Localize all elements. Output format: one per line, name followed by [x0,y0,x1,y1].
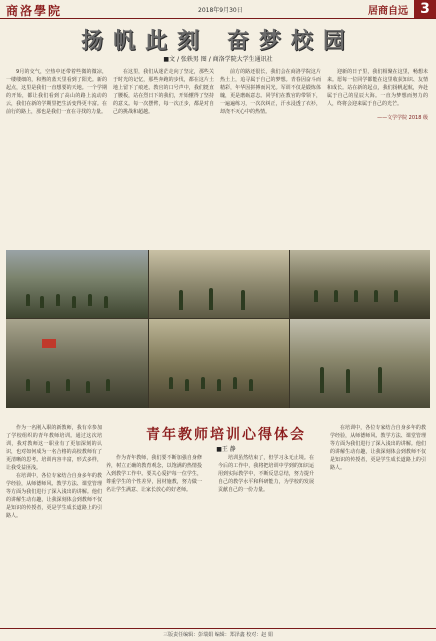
text-column [218,454,314,628]
paragraph: 作为一名刚入职的新教师，我有幸参加了学校组织的青年教师培训。通过这次培训，我对教师这一职业有了更加深刻的认识，也对如何成为一名合格的高校教师有了更清晰的思考。培训内容丰富，形式多样，让我受益匪浅。 [6,425,102,471]
military-training-photo [290,250,430,318]
paragraph: 作为青年教师，我们要不断加强自身修养，树立正确的教育观念，以饱满的热情投入到教学工作中。要关心爱护每一位学生，尊重学生的个性差异，因材施教，努力做一名让学生满意、让家长放心的好老师。 [106,455,202,493]
section-title: 居商自远 [368,6,408,17]
paragraph: 在培训中，各位专家结合自身多年的教学经验，从师德师风、教学方法、课堂管理等方面为我们进行了深入浅出的讲解。他们的讲解生动有趣，让我深刻体会到教师不仅是知识的传授者，更是学生成长道路上的引路人。 [330,425,426,471]
military-training-photo [149,319,289,408]
military-training-photo [149,250,289,318]
poem-signature: ——文学学院 2018 级 [377,115,428,121]
article-title: 青年教师培训心得体会 [146,427,306,443]
paragraph: 迎新的日子里，我们相聚在这里，畅想未来。愿每一位同学都能在这里收获知识、友情和成长。站在新的起点，我们扬帆起航，奔赴属于自己的星辰大海。一直为梦想而努力的人，终将会迎来属于自己的光芒。 [327,69,428,107]
page-number: 3 [414,0,436,18]
paragraph: 9月的交气，空热中还带着些微的微凉，一缕缕细的，和煦的蓝天里看到了阳光。新的起点，这里是我们一直想要的天地。一个学期的开始，都让我们看到了高山的路上流动的云，我们在新的学期里把生活变得更丰富。在前行的路上，那也是我们一直在寻找的力量。 [6,69,107,115]
paragraph: 前方的路还很长，我们会在商洛学院这片热土上，追寻属于自己的梦想。青春因奋斗而精彩，年华因拼搏而闪光。军训不仅是锻炼体魄，更是磨砺意志。同学们在教官的带领下，一遍遍练习，一次次纠正，汗水浸透了衣衫，却浇不灭心中的热情。 [220,69,321,115]
military-training-photo [290,319,430,408]
article-title: 扬帆此刻 奋梦校园 [81,28,355,54]
teacher-training-article [0,412,436,640]
military-training-photo [6,319,148,408]
page-footer: 三版责任编辑：彭瑞娟 编辑：郑泽鑫 校对：赵 娟 [0,628,436,641]
photo-collage [6,250,430,408]
text-column [106,454,202,628]
masthead [0,0,436,19]
paper-name: 商洛學院 [6,4,63,18]
article-author: ■王 静 [216,446,236,453]
paragraph: 在这里，我们从迷茫走向了坚定，那些关于时光的记忆，那些奔跑的步伐，都在这片土地上留下了痕迹。教官的口号声中，我们挺直了腰板，站在烈日下的我们，开始懂得了坚持的意义。每一次摆臂，每一次正步，都是对自己的挑战和超越。 [113,69,214,115]
issue-date: 2018年9月30日 [198,7,243,14]
military-training-photo [6,250,148,318]
article-byline: ■文 / 张轶男 图 / 商洛学院大学生通讯社 [163,56,273,63]
text-column [330,424,426,628]
article-banner [30,24,406,63]
paragraph: 在培训中，各位专家结合自身多年的教学经验，从师德师风、教学方法、课堂管理等方面为我们进行了深入浅出的讲解。他们的讲解生动有趣，让我深刻体会到教师不仅是知识的传授者，更是学生成长道路上的引路人。 [6,473,102,519]
paragraph: 培训虽然结束了，但学习永无止境。在今后的工作中，我将把培训中学到的知识运用到实际教学中，不断反思总结，努力提升自己的教学水平和科研能力，为学校的发展贡献自己的一份力量。 [218,455,314,493]
text-column [6,424,102,628]
